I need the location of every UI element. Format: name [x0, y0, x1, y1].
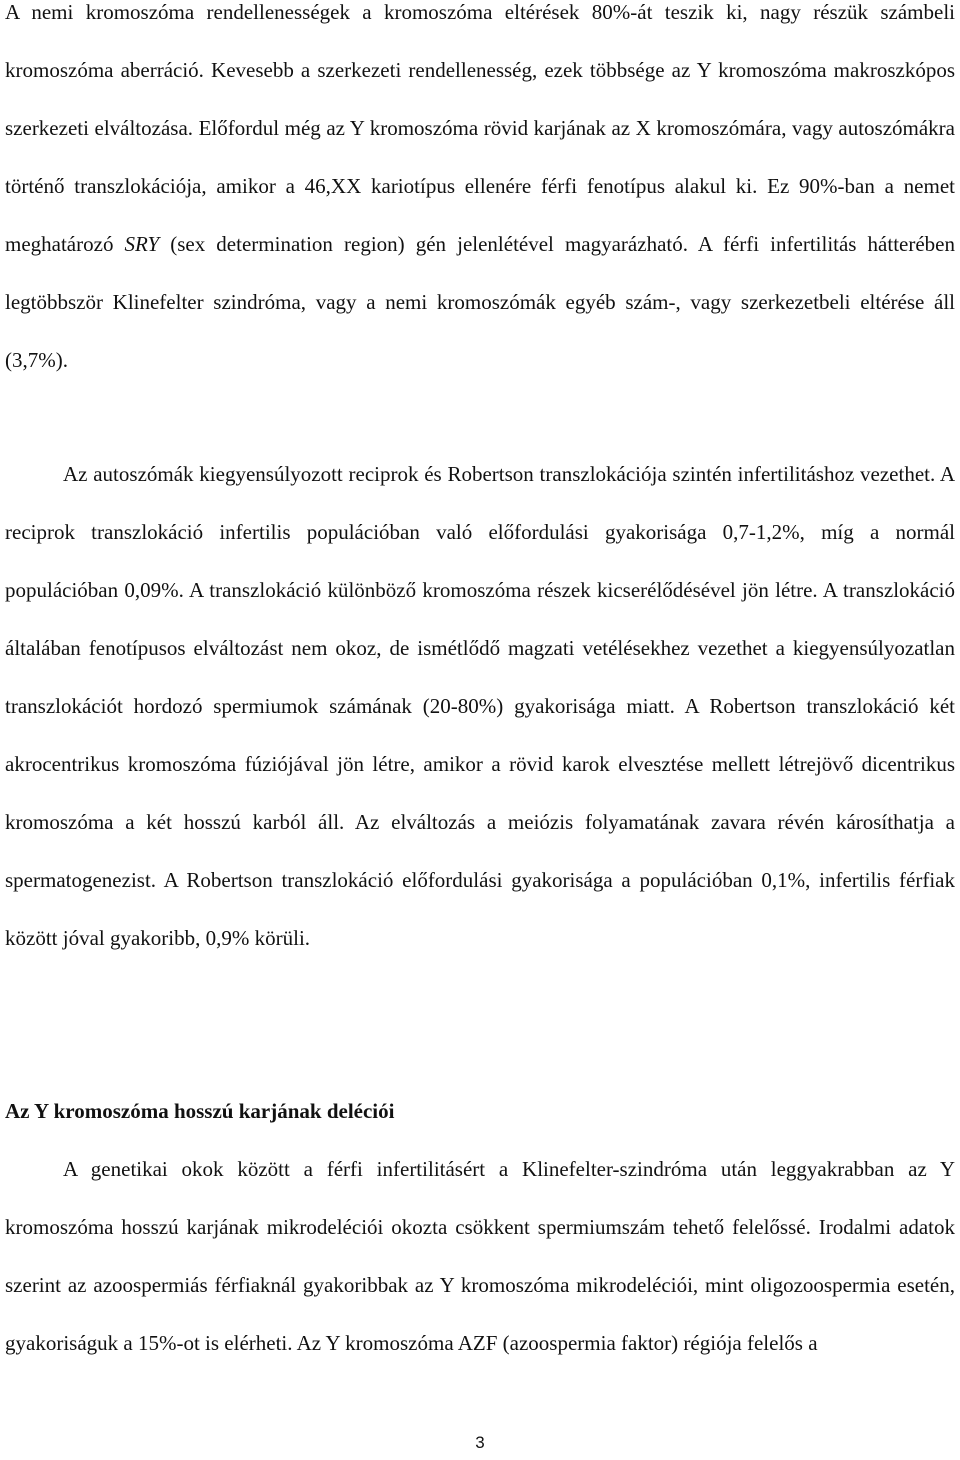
- paragraph-translocations: Az autoszómák kiegyensúlyozott reciprok és Robertson transzlokációja szintén infertilitáshoz vezethet. A reciprok transzlokáció infertilis populációban való előfordulási gyakorisága 0,7-1,2%, míg a normál populációban 0,09%. A transzlokáció különböző kromoszóma részek kicserélődésével jön létre. A transzlokáció általában fenotípusos elváltozást nem okoz, de ismétlődő magzati vetélésekhez vezethet a kiegyensúlyozatlan transzlokációt hordozó spermiumok számának (20-80%) gyakorisága miatt. A Robertson transzlokáció két akrocentrikus kromoszóma fúziójával jön létre, amikor a rövid karok elvesztése mellett létrejövő dicentrikus kromoszóma a két hosszú karból áll. Az elváltozás a meiózis folyamatának zavara révén károsíthatja a spermatogenezist. A Robertson transzlokáció előfordulási gyakorisága a populációban 0,1%, infertilis férfiak között jóval gyakoribb, 0,9% körüli.: [5, 462, 955, 950]
- paragraph-text-continued: (sex determination region) gén jelenlétével magyarázható. A férfi infertilitás hátterében legtöbbször Klinefelter szindróma, vagy a nemi kromoszómák egyéb szám-, vagy szerkezetbeli eltérése áll (3,7%).: [5, 232, 956, 372]
- paragraph-sex-chromosome-abnormalities: [5, 0, 955, 389]
- paragraph-text: A nemi kromoszóma rendellenességek a kromoszóma eltérések 80%-át teszik ki, nagy részük számbeli kromoszóma aberráció. Kevesebb a szerkezeti rendellenesség, ezek többsége az Y kromoszóma makroszkópos szerkezeti elváltozása. Előfordul még az Y kromoszóma rövid karjának az X kromoszómára, vagy autoszómákra történő transzlokációja, amikor a 46,XX kariotípus ellenére férfi fenotípus alakul ki. Ez 90%-ban a nemet meghatározó: [5, 0, 955, 256]
- page-number: 3: [475, 1433, 485, 1452]
- paragraph-y-microdeletions: A genetikai okok között a férfi infertilitásért a Klinefelter-szindróma után leggyakrabban az Y kromoszóma hosszú karjának mikrodeléciói okozta csökkent spermiumszám tehető felelőssé. Irodalmi adatok szerint az azoospermiás férfiaknál gyakoribbak az Y kromoszóma mikrodeléciói, mint oligozoospermia esetén, gyakoriságuk a 15%-ot is elérheti. Az Y kromoszóma AZF (azoospermia faktor) régiója felelős a: [5, 1157, 955, 1355]
- section-heading: Az Y kromoszóma hosszú karjának deléciói: [5, 1099, 395, 1123]
- gene-term: SRY: [124, 232, 160, 256]
